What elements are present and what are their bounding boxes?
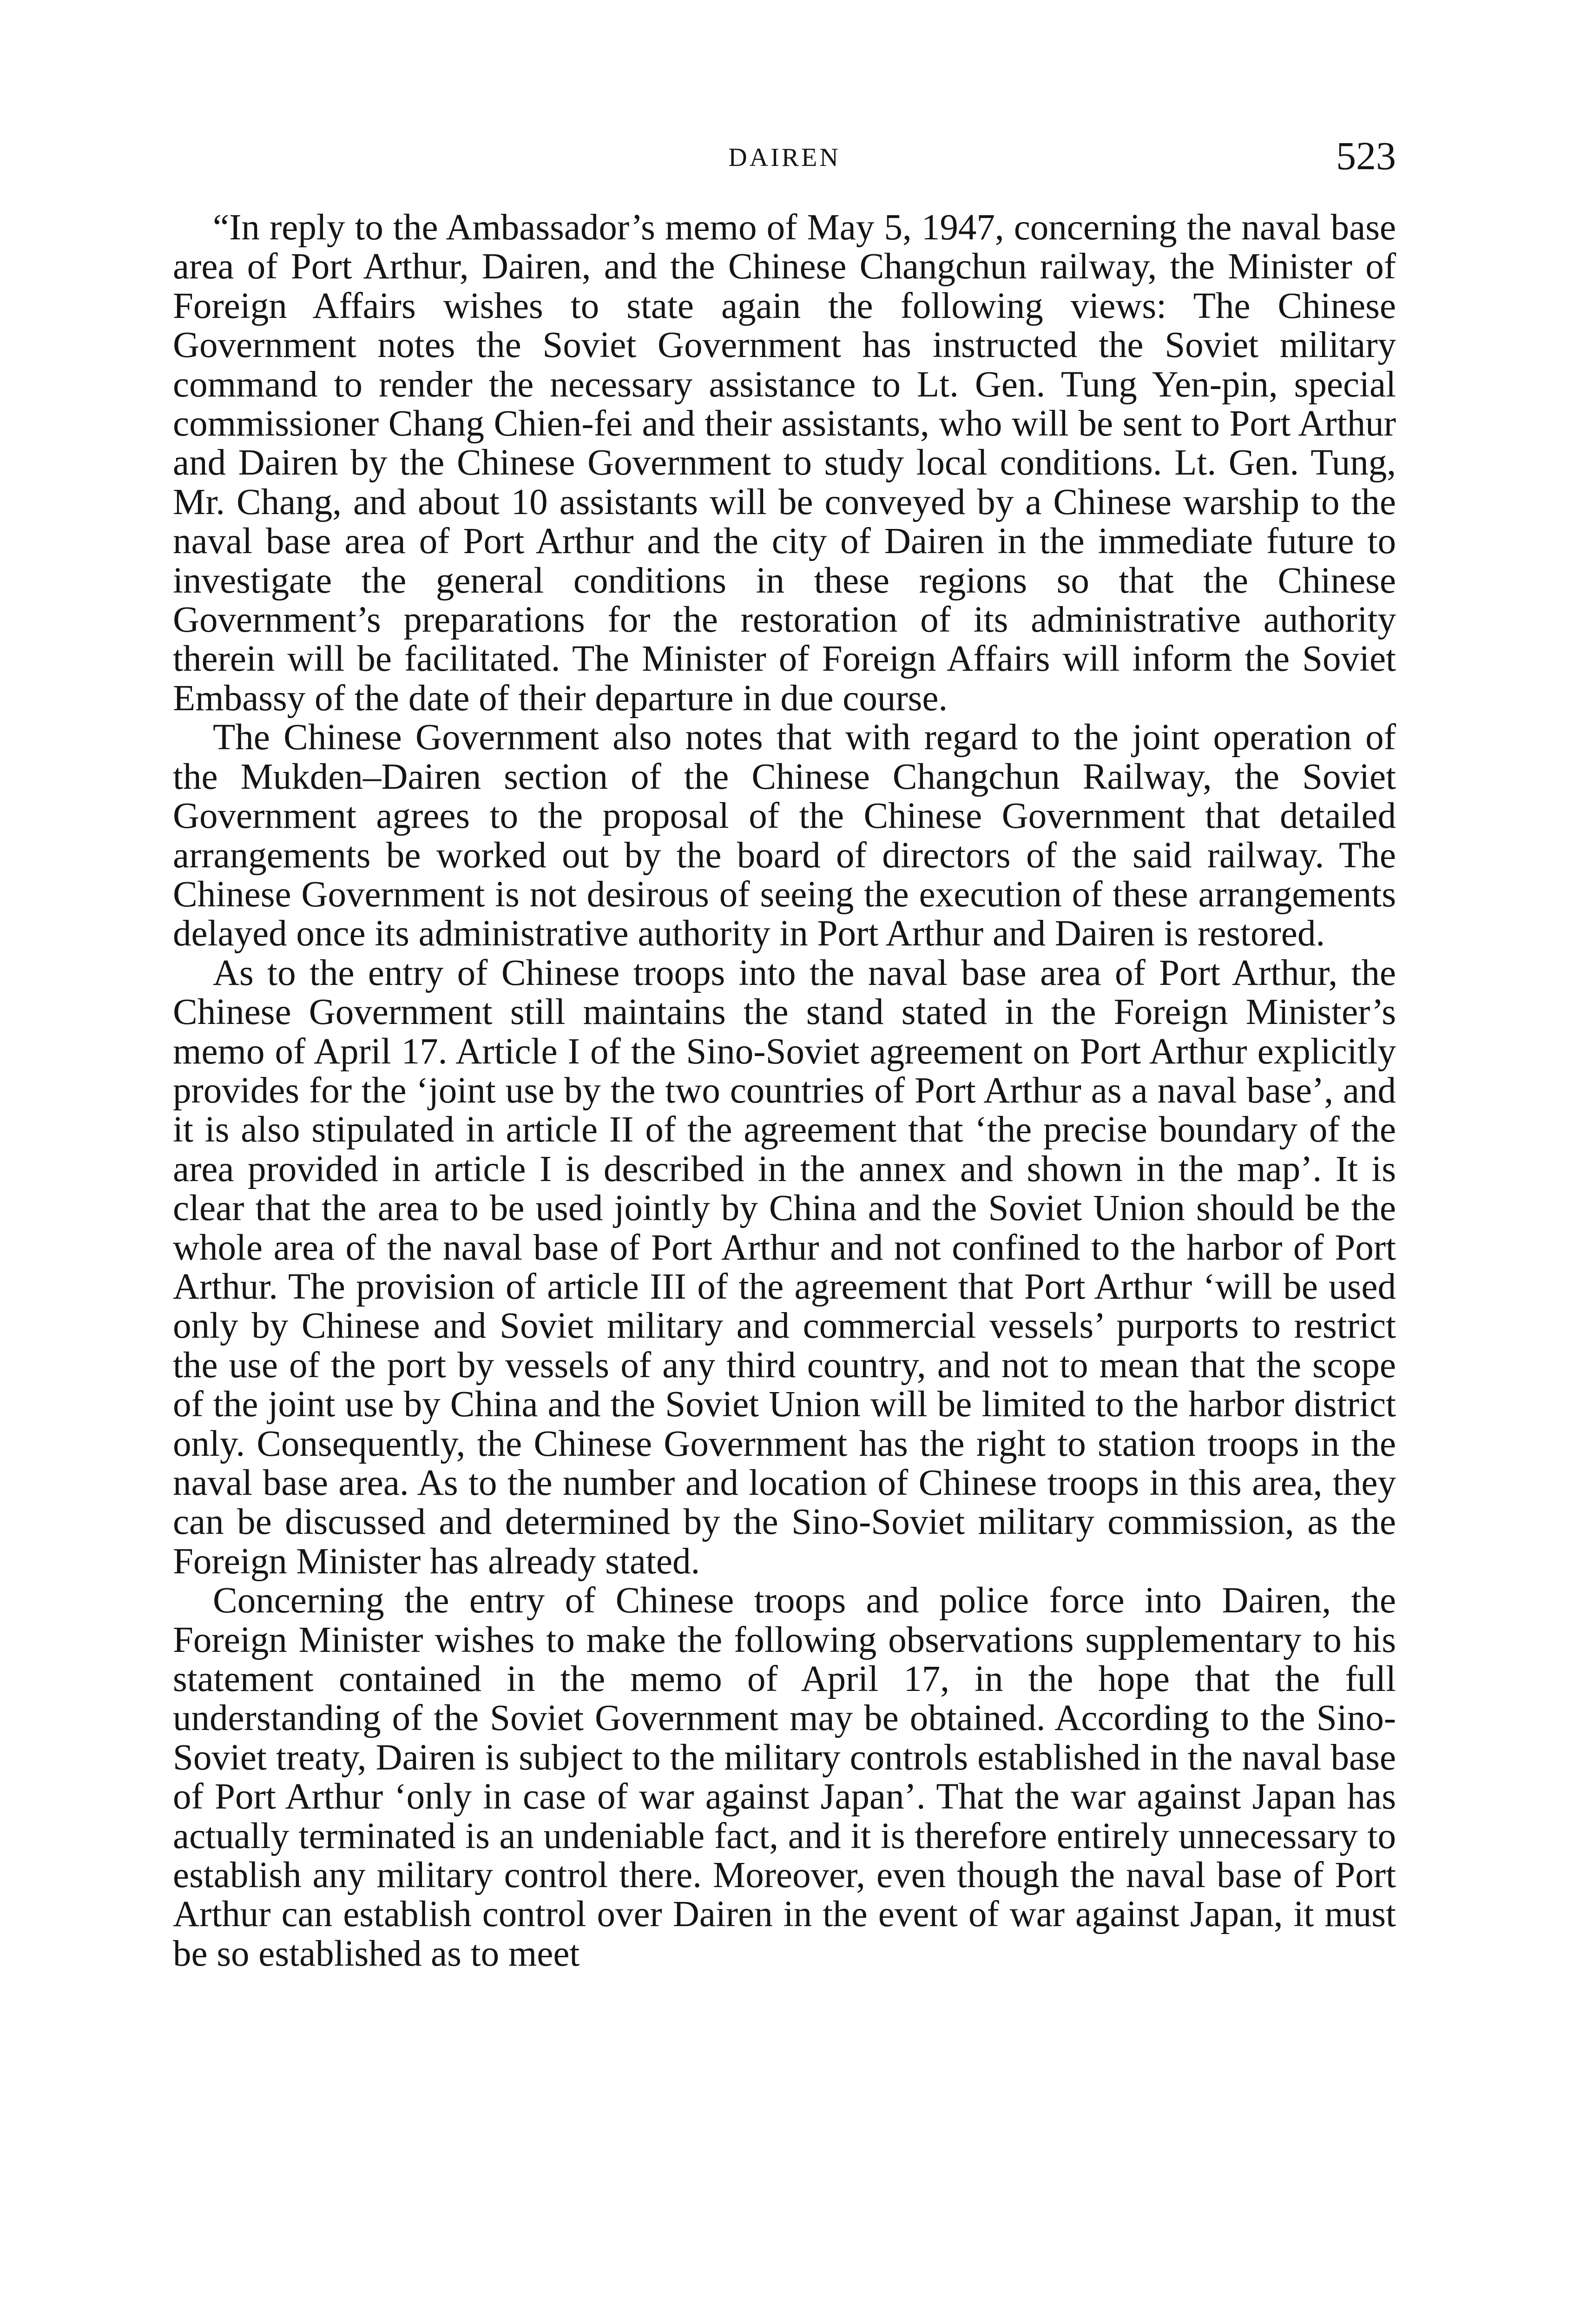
running-head <box>173 135 1396 186</box>
paragraph-1: “In reply to the Ambassador’s memo of May 5, 1947, concerning the naval base area of Port Arthur, Dairen, and the Chinese Changchun railway, the Minister of Foreign Affairs wishes to state again the following views: The Chinese Government notes the Soviet Government has instructed the Soviet military command to render the necessary assistance to Lt. Gen. Tung Yen-pin, special commissioner Chang Chien-fei and their assistants, who will be sent to Port Arthur and Dairen by the Chinese Government to study local conditions. Lt. Gen. Tung, Mr. Chang, and about 10 assistants will be conveyed by a Chinese warship to the naval base area of Port Arthur and the city of Dairen in the immediate future to investigate the general conditions in these regions so that the Chinese Government’s preparations for the restoration of its administrative authority therein will be facilitated. The Minister of Foreign Affairs will inform the Soviet Embassy of the date of their departure in due course. <box>173 207 1396 719</box>
paragraph-4: Concerning the entry of Chinese troops and police force into Dairen, the Foreign Minister wishes to make the following observations supplementary to his statement contained in the memo of April 17, in the hope that the full understanding of the Soviet Government may be obtained. According to the Sino-Soviet treaty, Dairen is subject to the military controls established in the naval base of Port Arthur ‘only in case of war against Japan’. That the war against Japan has actually terminated is an undeniable fact, and it is therefore entirely unnecessary to establish any military control there. Moreover, even though the naval base of Port Arthur can establish control over Dairen in the event of war against Japan, it must be so established as to meet <box>173 1580 1396 1974</box>
body-text <box>173 208 1396 1974</box>
page-number: 523 <box>1336 133 1396 178</box>
paragraph-2: The Chinese Government also notes that with regard to the joint operation of the Mukden–Dairen section of the Chinese Changchun Railway, the Soviet Government agrees to the proposal of the Chinese Government that detailed arrangements be worked out by the board of directors of the said railway. The Chinese Government is not desirous of seeing the execution of these arrangements delayed once its administrative authority in Port Arthur and Dairen is restored. <box>173 717 1396 954</box>
running-head-title: DAIREN <box>728 143 841 172</box>
paragraph-3: As to the entry of Chinese troops into the naval base area of Port Arthur, the Chinese Government still maintains the stand stated in the Foreign Minister’s memo of April 17. Article I of the Sino-Soviet agreement on Port Arthur explicitly provides for the ‘joint use by the two countries of Port Arthur as a naval base’, and it is also stipulated in article II of the agreement that ‘the precise boundary of the area provided in article I is described in the annex and shown in the map’. It is clear that the area to be used jointly by China and the Soviet Union should be the whole area of the naval base of Port Arthur and not confined to the harbor of Port Arthur. The provision of article III of the agreement that Port Arthur ‘will be used only by Chinese and Soviet military and commercial vessels’ purports to restrict the use of the port by vessels of any third country, and not to mean that the scope of the joint use by China and the Soviet Union will be limited to the harbor district only. Consequently, the Chinese Government has the right to station troops in the naval base area. As to the number and location of Chinese troops in this area, they can be discussed and determined by the Sino-Soviet military commission, as the Foreign Minister has already stated. <box>173 952 1396 1582</box>
